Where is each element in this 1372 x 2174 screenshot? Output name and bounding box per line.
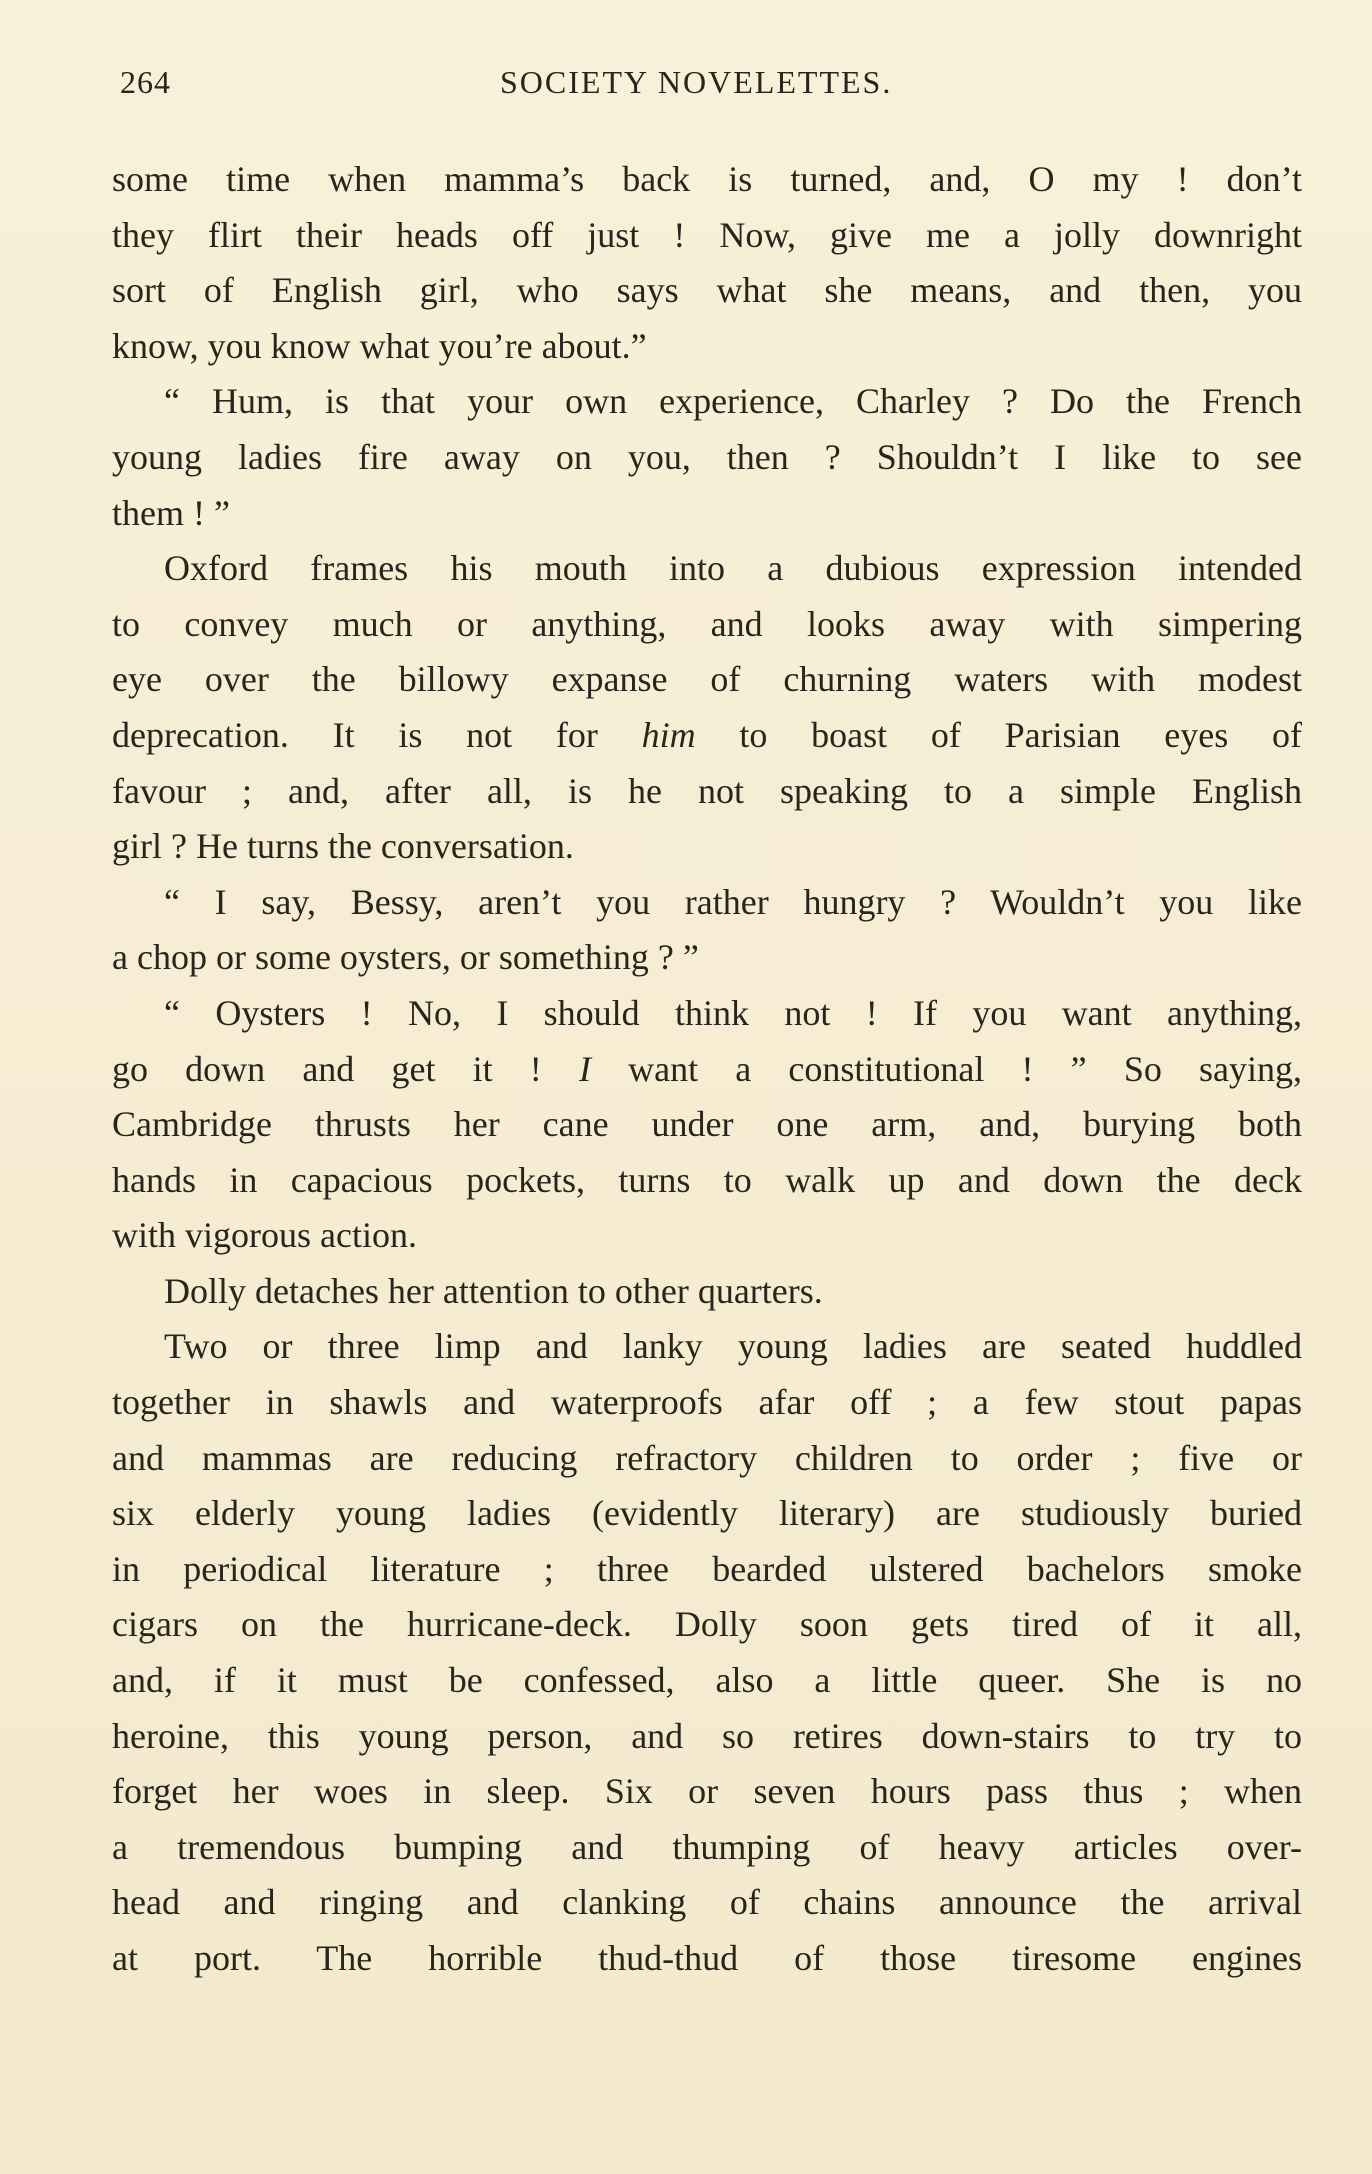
text-line: a tremendous bumping and thumping of heavy articles over- xyxy=(112,1826,1302,1867)
text-line: sort of English girl, who says what she means, and then, you xyxy=(112,270,1302,311)
text-line: Cambridge thrusts her cane under one arm, and, burying both xyxy=(112,1104,1302,1145)
text-line: and, if it must be confessed, also a little queer. She is no xyxy=(112,1660,1302,1701)
text-line: together in shawls and waterproofs afar off ; a few stout papas xyxy=(112,1382,1302,1423)
text-line: in periodical literature ; three bearded ulstered bachelors smoke xyxy=(112,1548,1302,1589)
text-line: “ Hum, is that your own experience, Charley ? Do the French xyxy=(164,381,1302,422)
text-line: head and ringing and clanking of chains announce the arrival xyxy=(112,1882,1302,1923)
text-line: know, you know what you’re about.” xyxy=(112,325,647,366)
text-line: “ Oysters ! No, I should think not ! If you want anything, xyxy=(164,992,1302,1033)
running-title: SOCIETY NOVELETTES. xyxy=(500,64,893,100)
text-line: with vigorous action. xyxy=(112,1215,417,1256)
page-number: 264 xyxy=(120,64,171,100)
text-line: deprecation. It is not for him to boast of Parisian eyes of xyxy=(112,714,1302,755)
text-line: a chop or some oysters, or something ? ” xyxy=(112,937,699,978)
text-line: forget her woes in sleep. Six or seven hours pass thus ; when xyxy=(112,1771,1302,1812)
text-line: to convey much or anything, and looks away with simpering xyxy=(112,603,1302,644)
text-line: favour ; and, after all, is he not speaking to a simple English xyxy=(112,770,1302,811)
text-line: Two or three limp and lanky young ladies are seated huddled xyxy=(164,1326,1302,1367)
text-line: Oxford frames his mouth into a dubious expression intended xyxy=(164,548,1302,589)
text-line: and mammas are reducing refractory children to order ; five or xyxy=(112,1437,1302,1478)
text-line: they flirt their heads off just ! Now, give me a jolly downright xyxy=(112,214,1302,255)
running-head xyxy=(120,64,1300,114)
text-line: Dolly detaches her attention to other quarters. xyxy=(164,1270,823,1311)
text-line: hands in capacious pockets, turns to walk up and down the deck xyxy=(112,1159,1302,1200)
text-line: cigars on the hurricane-deck. Dolly soon gets tired of it all, xyxy=(112,1604,1302,1645)
text-line: girl ? He turns the conversation. xyxy=(112,826,574,867)
text-line: at port. The horrible thud-thud of those tiresome engines xyxy=(112,1938,1302,1978)
body-text xyxy=(112,152,1302,1987)
text-line: go down and get it ! I want a constitutional ! ” So saying, xyxy=(112,1048,1302,1089)
text-line: young ladies fire away on you, then ? Shouldn’t I like to see xyxy=(112,436,1302,477)
text-line: six elderly young ladies (evidently literary) are studiously buried xyxy=(112,1493,1302,1534)
text-line: heroine, this young person, and so retires down-stairs to try to xyxy=(112,1715,1302,1756)
text-line: “ I say, Bessy, aren’t you rather hungry ? Wouldn’t you like xyxy=(164,881,1302,922)
text-line: them ! ” xyxy=(112,492,230,533)
text-line: some time when mamma’s back is turned, and, O my ! don’t xyxy=(112,159,1302,199)
text-line: eye over the billowy expanse of churning waters with modest xyxy=(112,659,1302,700)
